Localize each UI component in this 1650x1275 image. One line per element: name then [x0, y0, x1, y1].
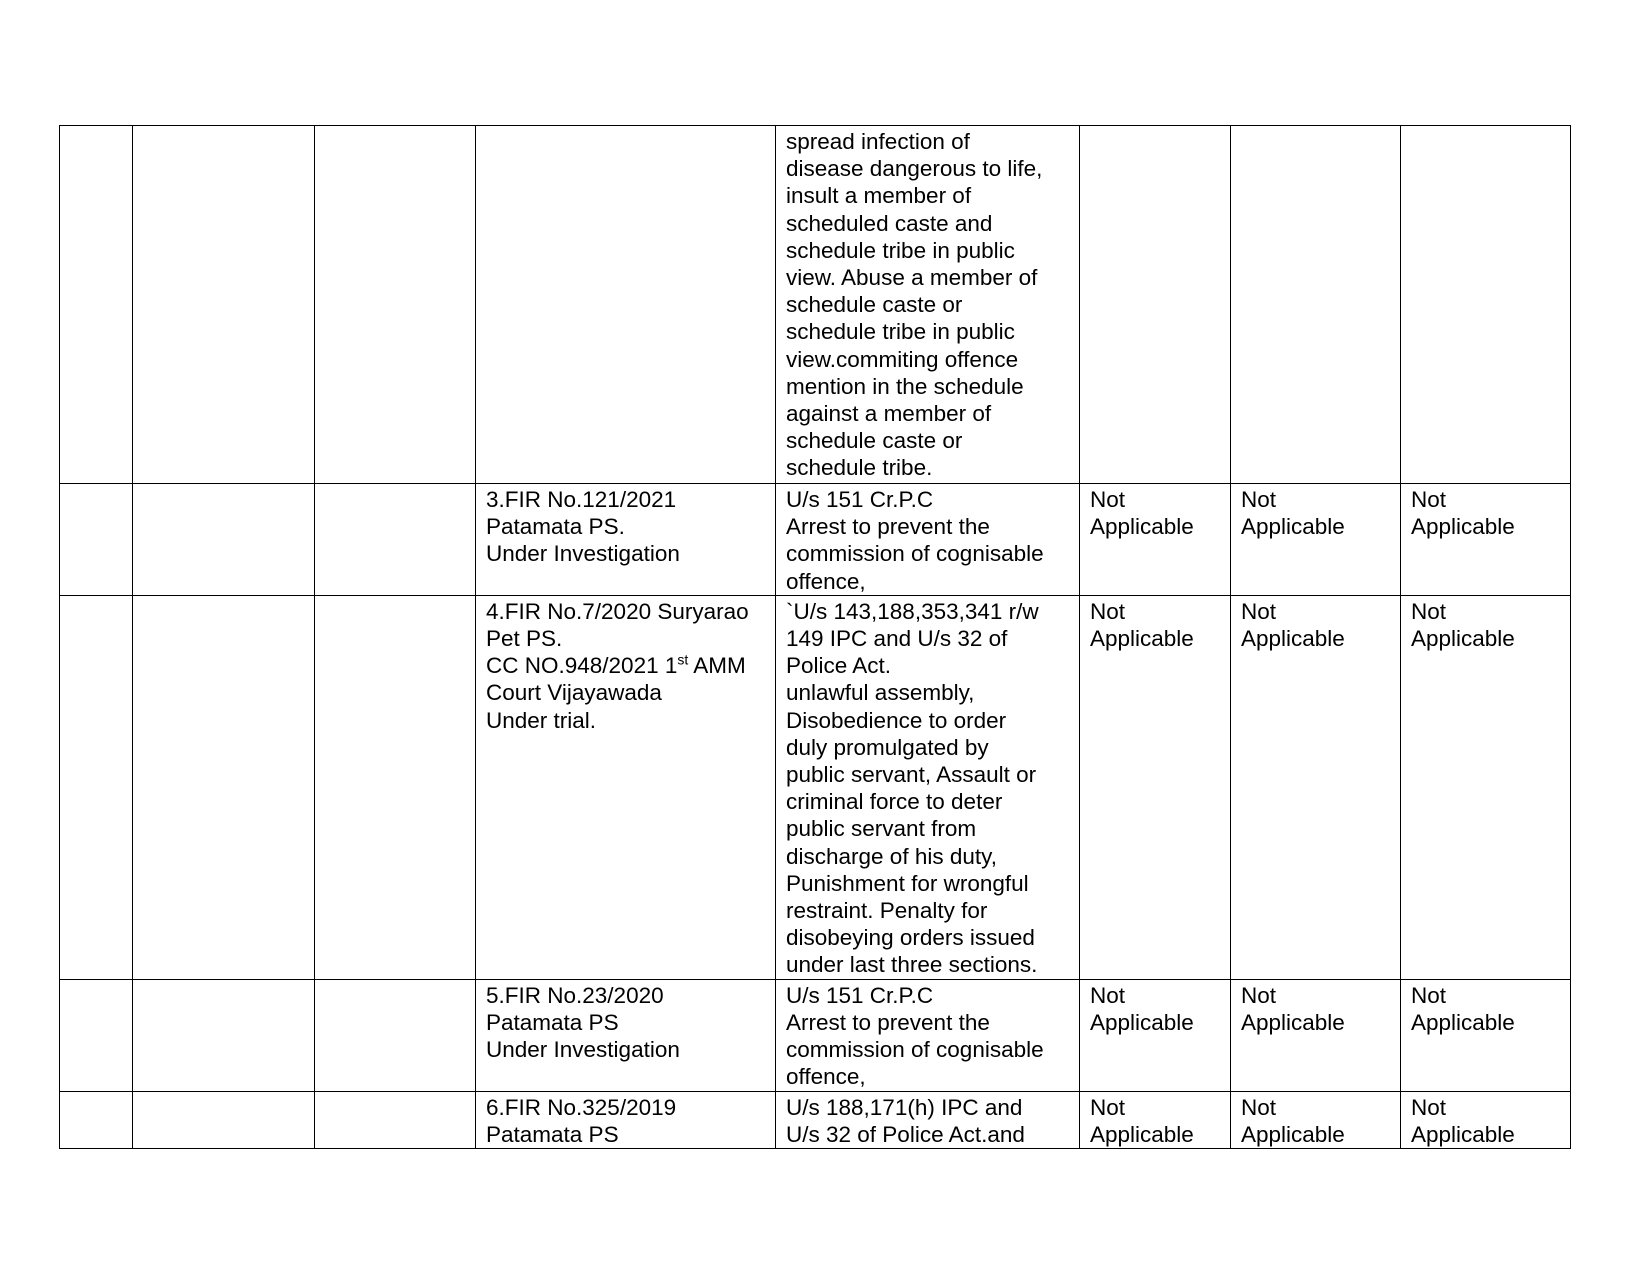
case-line: Under Investigation — [486, 541, 680, 567]
table-row — [60, 484, 1571, 596]
name-cell — [133, 979, 315, 1091]
table-row — [60, 1091, 1571, 1148]
case-line: Court Vijayawada — [486, 680, 662, 706]
details-cell — [315, 484, 476, 596]
case-details-cell — [476, 595, 776, 979]
col6-cell — [1080, 126, 1231, 484]
case-line: 6.FIR No.325/2019 — [486, 1094, 677, 1120]
col7-cell: Not Applicable — [1231, 484, 1401, 596]
sl-no-cell — [60, 1091, 133, 1148]
case-line: 4.FIR No.7/2020 Suryarao — [486, 598, 749, 624]
details-cell — [315, 1091, 476, 1148]
case-cc-line: CC NO.948/2021 1st AMM — [486, 651, 746, 679]
col6-cell: Not Applicable — [1080, 484, 1231, 596]
offence-text: U/s 188,171(h) IPC and U/s 32 of Police Act.and — [786, 1094, 1025, 1147]
case-details-cell — [476, 979, 776, 1091]
criminal-cases-table — [59, 125, 1571, 1149]
case-details-cell — [476, 1091, 776, 1148]
col7-cell: Not Applicable — [1231, 1091, 1401, 1148]
table-row — [60, 979, 1571, 1091]
case-details-cell — [476, 126, 776, 484]
col6-cell: Not Applicable — [1080, 1091, 1231, 1148]
col8-cell: Not Applicable — [1401, 1091, 1571, 1148]
case-line: 3.FIR No.121/2021 — [486, 487, 677, 512]
table-row — [60, 126, 1571, 484]
sl-no-cell — [60, 595, 133, 979]
sl-no-cell — [60, 484, 133, 596]
col6-cell: Not Applicable — [1080, 595, 1231, 979]
col8-cell: Not Applicable — [1401, 979, 1571, 1091]
col7-cell: Not Applicable — [1231, 979, 1401, 1091]
col7-cell: Not Applicable — [1231, 595, 1401, 979]
offence-cell — [776, 1091, 1080, 1148]
col8-cell — [1401, 126, 1571, 484]
offence-cell — [776, 595, 1080, 979]
case-line: 5.FIR No.23/2020 — [486, 982, 664, 1008]
details-cell — [315, 595, 476, 979]
case-line: Under trial. — [486, 707, 597, 733]
offence-text: U/s 151 Cr.P.C Arrest to prevent the commission of cognisable offence, — [786, 982, 1044, 1090]
offence-text: U/s 151 Cr.P.C Arrest to prevent the commission of cognisable offence, — [786, 487, 1044, 594]
case-line: Under Investigation — [486, 1037, 680, 1063]
table-row — [60, 595, 1571, 979]
name-cell — [133, 484, 315, 596]
case-line: Patamata PS — [486, 1121, 619, 1147]
details-cell — [315, 979, 476, 1091]
sl-no-cell — [60, 126, 133, 484]
offence-text: `U/s 143,188,353,341 r/w 149 IPC and U/s 32 of Police Act. unlawful assembly, Disobedience to order duly promulgated by public servant, Assault or criminal force to deter public servant from discharge of his duty, Punishment for wrongful restraint. Penalty for disobeying orders issued under last three sections. — [786, 598, 1039, 978]
ordinal-suffix: st — [677, 651, 689, 668]
offence-cell — [776, 484, 1080, 596]
col8-cell: Not Applicable — [1401, 595, 1571, 979]
offence-cell — [776, 979, 1080, 1091]
col6-cell: Not Applicable — [1080, 979, 1231, 1091]
case-details-cell — [476, 484, 776, 596]
name-cell — [133, 595, 315, 979]
case-line: Pet PS. — [486, 626, 563, 652]
case-line: Patamata PS. — [486, 514, 625, 540]
details-cell — [315, 126, 476, 484]
case-line: Patamata PS — [486, 1010, 619, 1036]
name-cell — [133, 126, 315, 484]
col8-cell: Not Applicable — [1401, 484, 1571, 596]
offence-cell — [776, 126, 1080, 484]
offence-text: spread infection of disease dangerous to life, insult a member of scheduled caste and schedule tribe in public view. Abuse a member of schedule caste or schedule tribe in public view.commiting offence mention in the schedule against a member of schedule caste or schedule tribe. — [786, 129, 1043, 481]
name-cell — [133, 1091, 315, 1148]
sl-no-cell — [60, 979, 133, 1091]
col7-cell — [1231, 126, 1401, 484]
